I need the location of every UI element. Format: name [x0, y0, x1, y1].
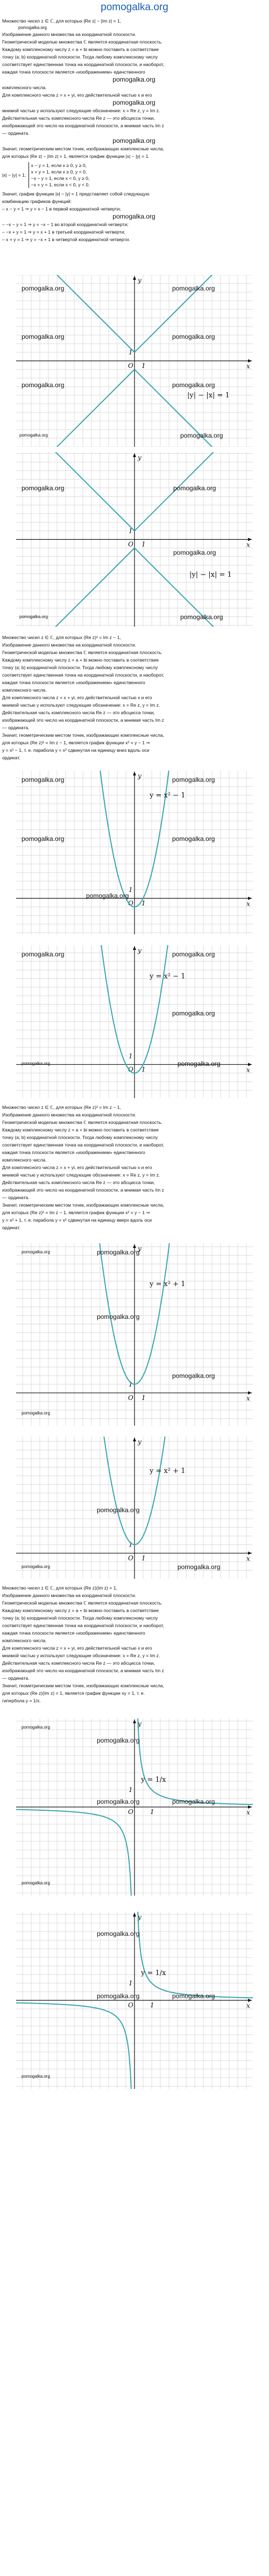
graph-svg [16, 1243, 253, 1426]
case-row: −x − y = 1, если x < 0, y ≥ 0, [31, 176, 90, 181]
text-line: Действительная часть комплексного числа Re z — это абсцисса точки, [2, 115, 155, 121]
text-line: комплексного числа. [2, 1157, 47, 1163]
watermark: pomogalka.org [22, 484, 65, 492]
y-axis-label: y [138, 772, 141, 780]
figure-parabola-down-2 [16, 945, 253, 1098]
text-line: Для комплексного числа z = x + yi, его действительной частью x и его [2, 1645, 152, 1651]
text-line: ординат. [2, 1225, 20, 1230]
text-line: ординат. [2, 755, 20, 760]
x-axis-label: x [246, 1809, 250, 1816]
text-line: — ордината. [2, 725, 30, 730]
watermark: pomogalka.org [180, 613, 223, 621]
watermark: pomogalka.org [172, 285, 215, 292]
watermark: pomogalka.org [22, 381, 65, 389]
text-line: изображающей это число на координатной плоскости, а мнимая часть Im z [2, 123, 164, 128]
watermark: pomogalka.org [172, 1992, 215, 2000]
text-line: точку (a; b) координатной плоскости. Тогда любому комплексному числу [2, 54, 158, 60]
watermark: pomogalka.org [178, 1060, 221, 1068]
watermark: pomogalka.org [172, 950, 215, 958]
text-line: для которых (Re z)² = Im z − 1, является график функции x² = y − 1 ⇒ [2, 1210, 150, 1215]
text-line: Для комплексного числа z = x + yi, его действительной частью x и его [2, 1165, 152, 1170]
watermark: pomogalka.org [172, 835, 215, 843]
text-line: Множество чисел z ∈ ℂ, для которых (Re z)² = Im z − 1, [2, 1105, 121, 1110]
unit-x-label: 1 [141, 362, 146, 369]
unit-x-label: 1 [141, 899, 146, 907]
watermark: pomogalka.org [112, 99, 155, 106]
watermark: pomogalka.org [22, 1564, 50, 1569]
watermark: pomogalka.org [172, 1010, 215, 1017]
y-axis-arrow [133, 946, 136, 950]
y-axis-arrow [133, 276, 136, 280]
figure-parabola-up [16, 1243, 253, 1426]
text-line: – −x + y = 1 ⇒ y = x + 1 в третьей координатной четверти; [2, 229, 125, 235]
y-axis-arrow [133, 453, 136, 457]
y-axis-arrow [133, 772, 136, 775]
watermark: pomogalka.org [19, 433, 48, 438]
watermark: pomogalka.org [22, 285, 65, 292]
x-axis-label: x [246, 899, 250, 908]
origin-label: O [128, 1808, 133, 1816]
text-line: комплексного числа. [2, 687, 47, 693]
watermark: pomogalka.org [172, 333, 215, 340]
case-row: x − y = 1, если x ≥ 0, y ≥ 0, [31, 163, 87, 168]
case-brace [29, 162, 90, 188]
watermark: pomogalka.org [97, 1992, 140, 2000]
graph-curve [47, 548, 135, 627]
watermark: pomogalka.org [173, 484, 216, 492]
watermark: pomogalka.org [22, 2074, 50, 2079]
unit-y-label: 1 [129, 886, 133, 894]
y-axis-label: y [138, 1913, 141, 1921]
origin-label: O [128, 362, 133, 369]
watermark: pomogalka.org [22, 1725, 50, 1730]
case-row: −x + y = 1, если x < 0, y < 0. [31, 182, 90, 187]
text-line: Множество чисел z ∈ ℂ, для которых (Re z)(Im z) = 1, [2, 1585, 117, 1591]
text-line: Каждому комплексному числу z = a + bi можно поставить в соответствие [2, 1127, 159, 1133]
watermark: pomogalka.org [22, 1411, 50, 1416]
watermark: pomogalka.org [22, 950, 65, 958]
unit-y-label: 1 [129, 527, 133, 535]
case-row: x + y = 1, если x ≥ 0, y < 0, [31, 169, 87, 175]
text-line: Множество чисел z ∈ ℂ, для которых |Re z| − |Im z| = 1, [2, 18, 122, 24]
text-line: изображающей это число на координатной плоскости, а мнимая часть Im z [2, 1187, 164, 1193]
watermark: pomogalka.org [172, 1372, 215, 1380]
text-line: Значит, геометрическим местом точек, изображающих комплексные числа, [2, 1202, 164, 1208]
unit-x-label: 1 [141, 1394, 146, 1402]
watermark: pomogalka.org [22, 1881, 50, 1885]
graph-label: y = 1/x [141, 1776, 166, 1784]
figure-abs-difference [16, 275, 253, 447]
origin-label: O [128, 899, 133, 907]
text-line: Значит, график функции |x| − |y| = 1 представляет собой следующую [2, 191, 150, 197]
figure-hyperbola-2 [16, 1912, 253, 2089]
y-axis-arrow [133, 1438, 136, 1441]
watermark: pomogalka.org [180, 432, 223, 439]
graph-svg [16, 771, 253, 934]
text-line: — ордината. [2, 130, 30, 136]
text-line: для которых (Re z)(Im z) = 1, является график функции xy = 1, т. е. [2, 1690, 145, 1696]
case-label: |x| − |y| = 1; [2, 172, 26, 178]
y-axis-label: y [138, 947, 141, 954]
text-line: каждая точка плоскости является «изображением» единственного [2, 680, 145, 685]
text-line: мнимой частью y используют следующие обозначение: x = Re z, y = Im z. [2, 108, 160, 113]
graph-svg [16, 275, 253, 447]
y-axis-label: y [138, 1245, 141, 1252]
text-line: y = x² + 1, т. е. парабола y = x² сдвинутая на единицу вверх вдоль оси [2, 1217, 152, 1223]
text-line: мнимой частью y используют следующие обозначение: x = Re z, y = Im z. [2, 1172, 160, 1178]
section-parabola-down [2, 634, 266, 761]
text-line: Значит, геометрическим местом точек, изображающих комплексные числа, [2, 1683, 164, 1688]
text-line: точку (a; b) координатной плоскости. Тогда любому комплексному числу [2, 665, 158, 670]
text-line: — ордината. [2, 1675, 30, 1681]
text-line: — ординатa. [2, 1195, 30, 1200]
text-line: – x + y = 1 ⇒ y = −x + 1 в четвертой координатной четверти. [2, 237, 130, 242]
watermark: pomogalka.org [172, 381, 215, 389]
text-line: соответствует единственная точка на координатной плоскости, и наоборот, [2, 1623, 165, 1628]
watermark: pomogalka.org [18, 25, 47, 30]
unit-x-label: 1 [141, 1554, 146, 1562]
x-axis-label: x [246, 541, 250, 549]
text-line: каждая точка плоскости является «изображением» единственного [2, 69, 145, 75]
text-line: – x − y = 1 ⇒ y = x − 1 в первой координатной четверти; [2, 206, 121, 212]
text-line: Действительная часть комплексного числа Re z — это абсцисса точки, [2, 1660, 155, 1666]
text-line: Действительная часть комплексного числа Re z — это абсцисса точки, [2, 1180, 155, 1185]
text-line: каждая точка плоскости является «изображением» единственного [2, 1630, 145, 1636]
graph-label: y = x² − 1 [150, 973, 186, 981]
text-line: соответствует единственная точка на координатной плоскости, и наоборот, [2, 672, 165, 678]
y-axis-label: y [138, 277, 141, 284]
watermark: pomogalka.org [22, 835, 65, 843]
text-line: комплексного числа. [2, 85, 47, 90]
text-line: для которых |Re z| − |Im z| = 1, является график функции |x| − |y| = 1. [2, 154, 150, 159]
origin-label: O [128, 1394, 133, 1402]
figure-hyperbola [16, 1718, 253, 1896]
watermark: pomogalka.org [97, 1506, 140, 1514]
graph-label: y = x² + 1 [150, 1467, 186, 1475]
text-line: комбинацию графиков функций: [2, 199, 72, 204]
figure-abs-difference-2 [16, 452, 253, 627]
graph-svg [16, 1718, 253, 1896]
text-line: Геометрической моделью множества ℂ является координатная плоскость. [2, 39, 162, 45]
text-line: Изображение данного множества на координатной плоскости. [2, 32, 137, 37]
text-line: Для комплексного числа z = x + yi, его действительной частью x и его [2, 92, 152, 98]
section-parabola-up [2, 1104, 266, 1231]
watermark: pomogalka.org [172, 776, 215, 783]
graph-label: |y| − |x| = 1 [187, 391, 230, 400]
text-line: Каждому комплексному числу z = a + bi можно поставить в соответствие [2, 657, 159, 663]
figure-parabola-up-2 [16, 1436, 253, 1579]
text-line: Множество чисел z ∈ ℂ, для которых (Re z)² = Im z − 1, [2, 635, 121, 640]
text-line: мнимой частью y используют следующие обозначение: x = Re z, y = Im z. [2, 702, 160, 708]
unit-y-label: 1 [129, 349, 133, 356]
x-axis-label: x [246, 362, 250, 370]
graph-label: |y| − |x| = 1 [189, 571, 232, 579]
text-line: – −x − y = 1 ⇒ y = −x − 1 во второй координатной четверти; [2, 222, 129, 227]
origin-label: O [128, 1065, 133, 1073]
watermark: pomogalka.org [22, 1061, 50, 1066]
watermark: pomogalka.org [22, 1250, 50, 1254]
x-axis-label: x [246, 1394, 250, 1402]
watermark: pomogalka.org [19, 614, 48, 619]
text-line: Значит, геометрическим местом точек, изображающих комплексные числа, [2, 146, 164, 151]
graph-svg [16, 945, 253, 1098]
unit-y-label: 1 [129, 1786, 133, 1794]
text-line: точку (a; b) координатной плоскости. Тогда любому комплексному числу [2, 1615, 158, 1621]
unit-y-label: 1 [129, 1979, 133, 1987]
text-line: Каждому комплексному числу z = a + bi можно поставить в соответствие [2, 47, 159, 52]
text-line: Изображение данного множества на координатной плоскости. [2, 642, 137, 648]
text-line: изображающей это число на координатной плоскости, а мнимая часть Im z [2, 1668, 164, 1673]
watermark: pomogalka.org [173, 549, 216, 556]
x-axis-label: x [246, 1066, 250, 1074]
x-axis-label: x [246, 1555, 250, 1563]
text-line: Изображение данного множества на координатной плоскости. [2, 1593, 137, 1598]
unit-x-label: 1 [141, 540, 146, 548]
watermark: pomogalka.org [86, 892, 129, 899]
unit-y-label: 1 [129, 1541, 133, 1549]
text-line: для которых (Re z)² = Im z − 1, является график функции x² = y − 1 ⇒ [2, 740, 150, 745]
graph-label: y = 1/x [141, 1969, 166, 1977]
watermark: pomogalka.org [172, 1798, 215, 1805]
origin-label: O [128, 1554, 133, 1562]
y-axis-arrow [133, 1244, 136, 1248]
graph-curve [138, 1912, 253, 1998]
watermark: pomogalka.org [22, 776, 65, 783]
text-line: соответствует единственная точка на координатной плоскости, и наоборот, [2, 62, 165, 67]
text-line: y = x² − 1, т. е. парабола y = x² сдвинутая на единицу вниз вдоль оси [2, 748, 150, 753]
graph-curve [138, 1718, 253, 1804]
text-line: соответствует единственная точка на координатной плоскости, и наоборот, [2, 1142, 165, 1148]
text-line: каждая точка плоскости является «изображением» единственного [2, 1150, 145, 1155]
watermark: pomogalka.org [112, 137, 155, 144]
watermark: pomogalka.org [178, 1563, 221, 1571]
unit-x-label: 1 [150, 1808, 154, 1816]
graph-label: y = x² − 1 [150, 792, 186, 800]
origin-label: O [128, 540, 133, 548]
text-line: Действительная часть комплексного числа Re z — это абсцисса точки, [2, 710, 155, 715]
y-axis-label: y [138, 454, 141, 461]
text-line: Значит, геометрическим местом точек, изображающих комплексные числа, [2, 732, 164, 738]
origin-label: O [128, 2001, 133, 2009]
text-line: Каждому комплексному числу z = a + bi можно поставить в соответствие [2, 1608, 159, 1613]
graph-label: y = x² + 1 [150, 1280, 186, 1288]
text-line: мнимой частью y используют следующие обозначение: x = Re z, y = Im z. [2, 1653, 160, 1658]
watermark: pomogalka.org [112, 213, 155, 220]
y-axis-label: y [138, 1438, 141, 1446]
unit-y-label: 1 [129, 1052, 133, 1060]
unit-x-label: 1 [141, 1065, 146, 1073]
text-line: Для комплексного числа z = x + yi, его действительной частью x и его [2, 695, 152, 700]
watermark: pomogalka.org [97, 1313, 140, 1320]
watermark: pomogalka.org [97, 1737, 140, 1744]
watermark: pomogalka.org [112, 76, 155, 83]
text-line: гипербола y = 1/x. [2, 1698, 41, 1703]
watermark: pomogalka.org [97, 1930, 140, 1938]
case-system [2, 162, 266, 188]
site-title[interactable]: pomogalka.org [101, 2, 168, 13]
watermark: pomogalka.org [97, 1798, 140, 1805]
watermark: pomogalka.org [22, 333, 65, 340]
unit-y-label: 1 [129, 1380, 133, 1388]
text-line: точку (a; b) координатной плоскости. Тогда любому комплексному числу [2, 1135, 158, 1140]
unit-x-label: 1 [150, 2001, 154, 2009]
text-line: изображающей это число на координатной плоскости, а мнимая часть Im z [2, 717, 164, 723]
figure-parabola-down [16, 771, 253, 934]
section-abs-difference [2, 17, 266, 243]
text-line: Геометрической моделью множества ℂ является координатная плоскость. [2, 1600, 162, 1606]
text-line: комплексного числа. [2, 1638, 47, 1643]
x-axis-label: x [246, 2002, 250, 2009]
graph-svg [16, 452, 253, 627]
watermark: pomogalka.org [97, 1249, 140, 1256]
text-line: Изображение данного множества на координатной плоскости. [2, 1112, 137, 1118]
graph-svg [16, 1912, 253, 2089]
y-axis-label: y [138, 1720, 141, 1728]
text-line: Геометрической моделью множества ℂ является координатная плоскость. [2, 1120, 162, 1125]
text-line: Геометрической моделью множества ℂ является координатная плоскость. [2, 650, 162, 655]
section-hyperbola [2, 1584, 266, 1704]
